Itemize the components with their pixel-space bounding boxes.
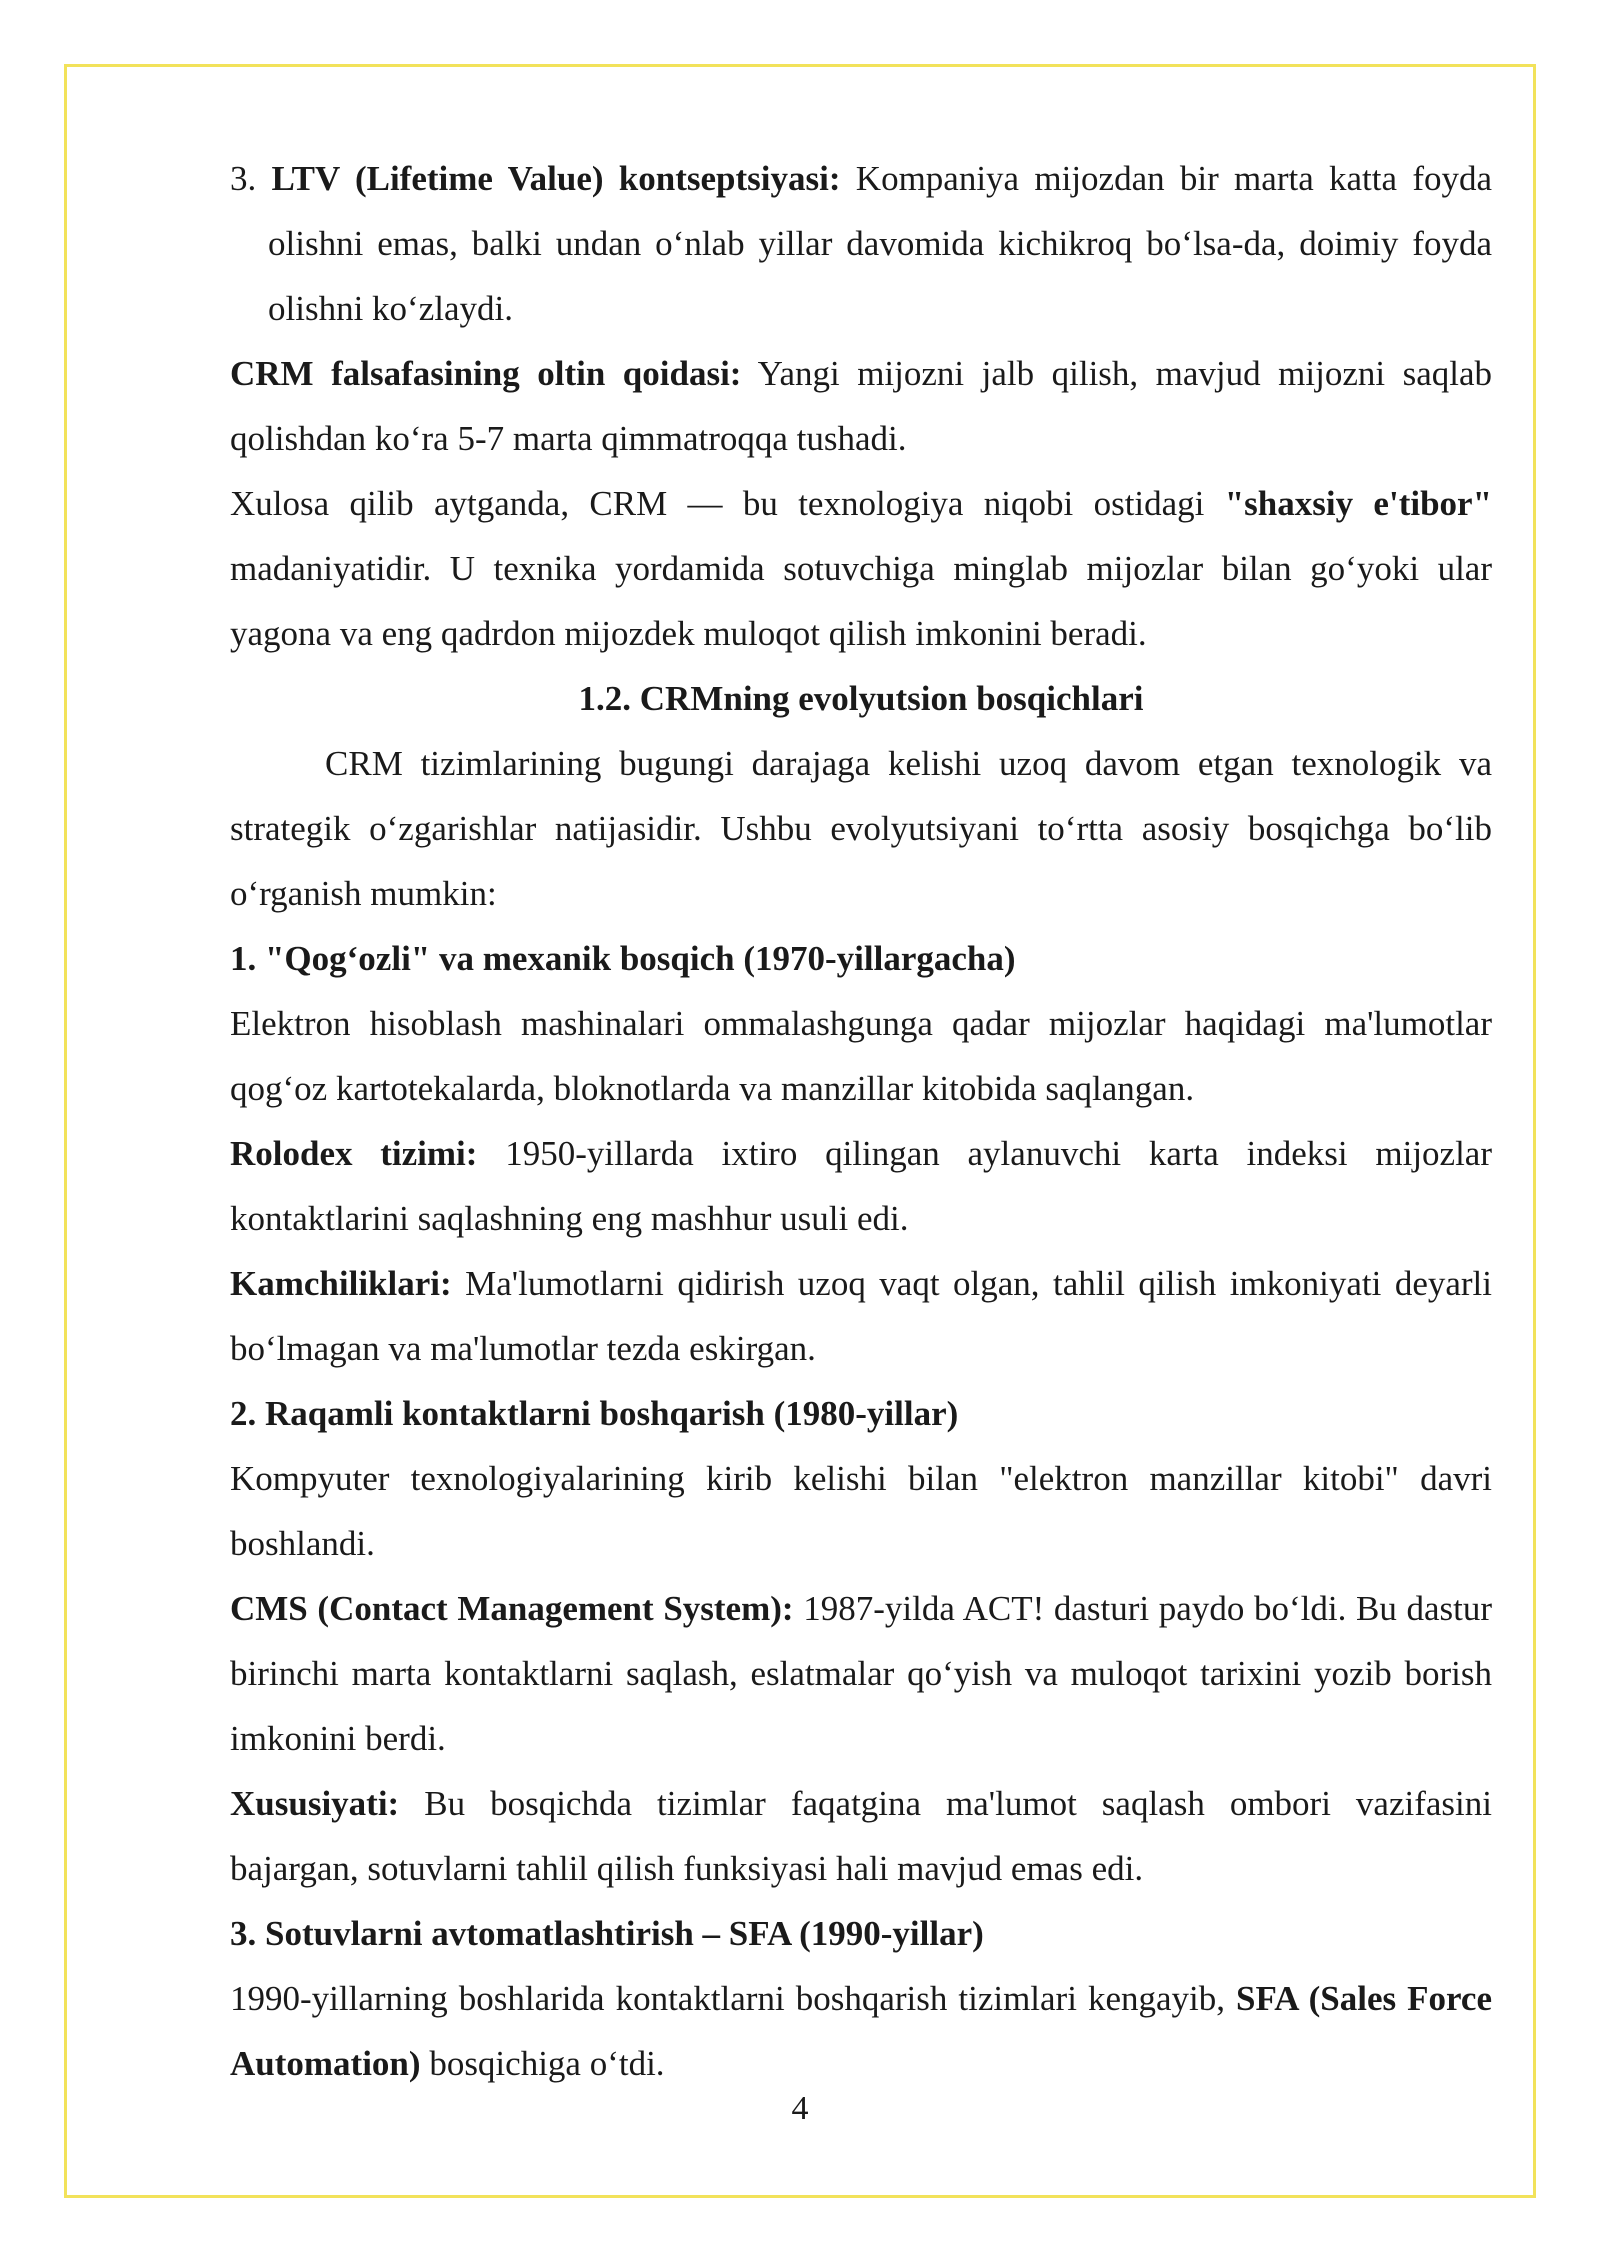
stage1-text: Elektron hisoblash mashinalari ommalashgunga qadar mijozlar haqidagi ma'lumotlar qog‘oz kartotekalarda, bloknotlarda va manzillar kitobida saqlangan. [230,1004,1492,1108]
rolodex-term: Rolodex tizimi: [230,1134,478,1173]
ltv-term: LTV (Lifetime Value) kontseptsiyasi: [271,159,841,198]
section-intro: CRM tizimlarining bugungi darajaga kelishi uzoq davom etgan texnologik va strategik o‘zgarishlar natijasidir. Ushbu evolyutsiyani to‘rtta asosiy bosqichga bo‘lib o‘rganish mumkin: [230,744,1492,913]
ltv-definition: Kompaniya mijozdan bir marta katta foyda olishni emas, balki undan o‘nlab yillar davomida kichikroq bo‘lsa-da, doimiy foyda olishni ko‘zlaydi. [268,159,1493,328]
cms-term: CMS (Contact Management System): [230,1589,794,1628]
golden-rule-text: Yangi mijozni jalb qilish, mavjud mijozni saqlab qolishdan ko‘ra 5-7 marta qimmatroqqa tushadi. [230,354,1492,458]
list-number: 3. [230,159,272,198]
ltv-list-item [230,146,1492,341]
feature-paragraph [230,1771,1492,1901]
section-title: 1.2. CRMning evolyutsion bosqichlari [578,679,1144,718]
stage2-heading: 2. Raqamli kontaktlarni boshqarish (1980-yillar) [230,1394,959,1433]
stage3-heading: 3. Sotuvlarni avtomatlashtirish – SFA (1990-yillar) [230,1914,984,1953]
sfa-term: SFA (Sales Force Automation) [230,1979,1492,2083]
golden-rule-term: CRM falsafasining oltin qoidasi: [230,354,742,393]
rolodex-paragraph [230,1121,1492,1251]
conclusion-paragraph [230,471,1492,666]
cons-paragraph [230,1251,1492,1381]
stage3-text-start: 1990-yillarning boshlarida kontaktlarni boshqarish tizimlari kengayib, [230,1979,1237,2018]
rolodex-text: 1950-yillarda ixtiro qilingan aylanuvchi karta indeksi mijozlar kontaktlarini saqlashning eng mashhur usuli edi. [230,1134,1492,1238]
stage3-paragraph [230,1966,1492,2096]
conclusion-text-end: madaniyatidir. U texnika yordamida sotuvchiga minglab mijozlar bilan go‘yoki ular yagona va eng qadrdon mijozdek muloqot qilish imkonini beradi. [230,549,1492,653]
cms-paragraph [230,1576,1492,1771]
cms-text: 1987-yilda ACT! dasturi paydo bo‘ldi. Bu dastur birinchi marta kontaktlarni saqlash, eslatmalar qo‘yish va muloqot tarixini yozib borish imkonini berdi. [230,1589,1493,1758]
feature-term: Xususiyati: [230,1784,400,1823]
cons-term: Kamchiliklari: [230,1264,452,1303]
page-number: 4 [791,2090,809,2127]
stage3-text-end: bosqichiga o‘tdi. [420,2044,665,2083]
feature-text: Bu bosqichda tizimlar faqatgina ma'lumot saqlash ombori vazifasini bajargan, sotuvlarni tahlil qilish funksiyasi hali mavjud emas edi. [230,1784,1492,1888]
conclusion-emphasis: "shaxsiy e'tibor" [1224,484,1492,523]
stage2-text: Kompyuter texnologiyalarining kirib kelishi bilan "elektron manzillar kitobi" davri boshlandi. [230,1459,1492,1563]
document-body [230,146,1492,2096]
conclusion-text-start: Xulosa qilib aytganda, CRM — bu texnologiya niqobi ostidagi [230,484,1225,523]
cons-text: Ma'lumotlarni qidirish uzoq vaqt olgan, tahlil qilish imkoniyati deyarli bo‘lmagan va ma'lumotlar tezda eskirgan. [230,1264,1492,1368]
stage1-heading: 1. "Qog‘ozli" va mexanik bosqich (1970-yillargacha) [230,939,1016,978]
golden-rule-paragraph [230,341,1492,471]
